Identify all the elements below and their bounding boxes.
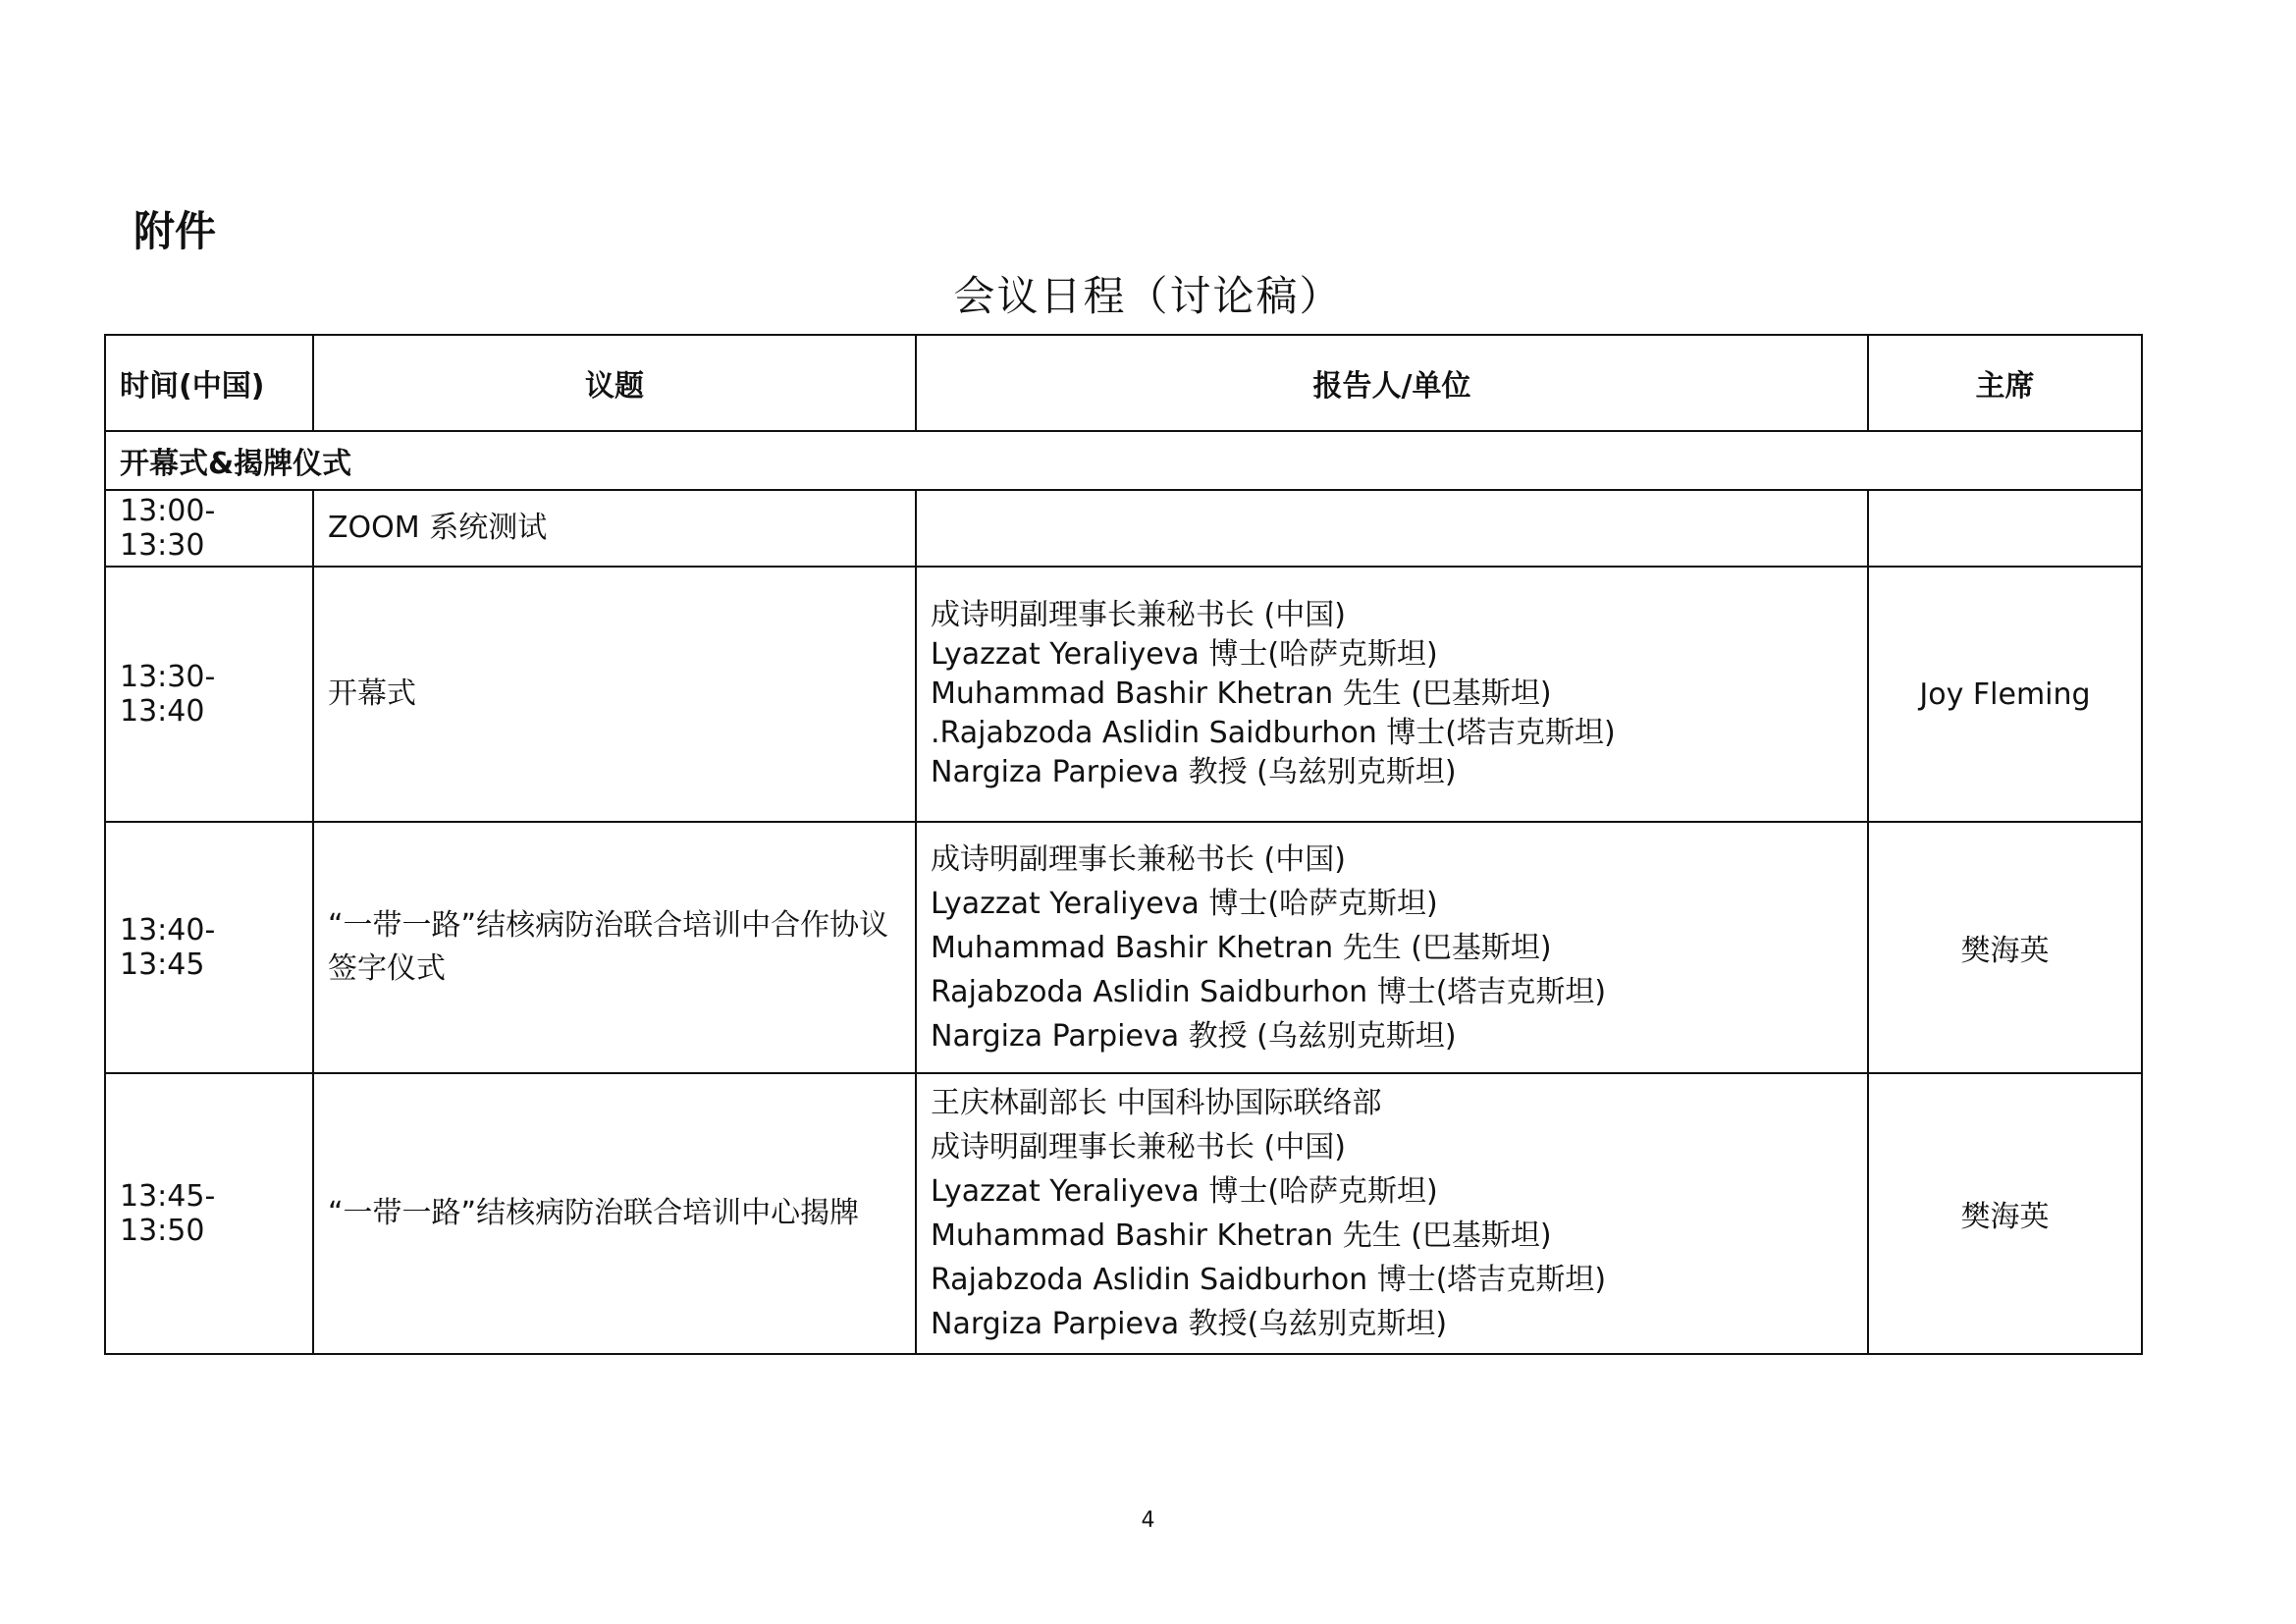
row-topic: ZOOM 系统测试: [313, 490, 916, 567]
row-speakers: [916, 1073, 1868, 1354]
speaker-entry: Lyazzat Yeraliyeva 博士(哈萨克斯坦): [931, 1174, 1438, 1209]
speaker-entry: Lyazzat Yeraliyeva 博士(哈萨克斯坦): [931, 637, 1438, 672]
header-speakers: 报告人/单位: [916, 335, 1868, 431]
table-row: [105, 567, 2142, 822]
section-row: [105, 431, 2142, 490]
row-chair: 樊海英: [1868, 822, 2142, 1073]
row-topic: “一带一路”结核病防治联合培训中合作协议签字仪式: [313, 822, 916, 1073]
speaker-entry: 成诗明副理事长兼秘书长 (中国): [931, 1130, 1346, 1164]
speaker-entry: 王庆林副部长 中国科协国际联络部: [931, 1086, 1382, 1120]
header-chair: 主席: [1868, 335, 2142, 431]
row-speakers: [916, 490, 1868, 567]
speaker-entry: Muhammad Bashir Khetran 先生 (巴基斯坦): [931, 930, 1552, 965]
speaker-entry: Lyazzat Yeraliyeva 博士(哈萨克斯坦): [931, 886, 1438, 921]
row-chair: Joy Fleming: [1868, 567, 2142, 822]
row-chair: [1868, 490, 2142, 567]
speaker-entry: Muhammad Bashir Khetran 先生 (巴基斯坦): [931, 677, 1552, 711]
speaker-entry: 成诗明副理事长兼秘书长 (中国): [931, 841, 1346, 877]
speaker-entry: Rajabzoda Aslidin Saidburhon 博士(塔吉克斯坦): [931, 974, 1607, 1009]
speaker-entry: Nargiza Parpieva 教授 (乌兹别克斯坦): [931, 1018, 1457, 1054]
table-row: [105, 822, 2142, 1073]
row-time: 13:45-13:50: [105, 1073, 313, 1354]
row-topic: “一带一路”结核病防治联合培训中心揭牌: [313, 1073, 916, 1354]
row-time: 13:40-13:45: [105, 822, 313, 1073]
speaker-entry: .Rajabzoda Aslidin Saidburhon 博士(塔吉克斯坦): [931, 716, 1616, 750]
speaker-entry: 成诗明副理事长兼秘书长 (中国): [931, 598, 1346, 632]
header-time: 时间(中国): [105, 335, 313, 431]
table-row: [105, 490, 2142, 567]
row-time: 13:00-13:30: [105, 490, 313, 567]
row-speakers: [916, 822, 1868, 1073]
row-topic: 开幕式: [313, 567, 916, 822]
attachment-label: 附件: [133, 207, 217, 255]
speaker-entry: Nargiza Parpieva 教授 (乌兹别克斯坦): [931, 755, 1457, 789]
table-header-row: [105, 335, 2142, 431]
speaker-entry: Muhammad Bashir Khetran 先生 (巴基斯坦): [931, 1218, 1552, 1253]
document-title: 会议日程（讨论稿）: [953, 272, 1343, 320]
section-title: 开幕式&揭牌仪式: [105, 431, 2142, 490]
speaker-entry: Rajabzoda Aslidin Saidburhon 博士(塔吉克斯坦): [931, 1263, 1607, 1297]
row-time: 13:30-13:40: [105, 567, 313, 822]
agenda-table: [104, 334, 2143, 1355]
speaker-entry: Nargiza Parpieva 教授(乌兹别克斯坦): [931, 1307, 1448, 1341]
header-topic: 议题: [313, 335, 916, 431]
table-row: [105, 1073, 2142, 1354]
row-speakers: [916, 567, 1868, 822]
row-chair: 樊海英: [1868, 1073, 2142, 1354]
page-number: 4: [1141, 1508, 1155, 1533]
